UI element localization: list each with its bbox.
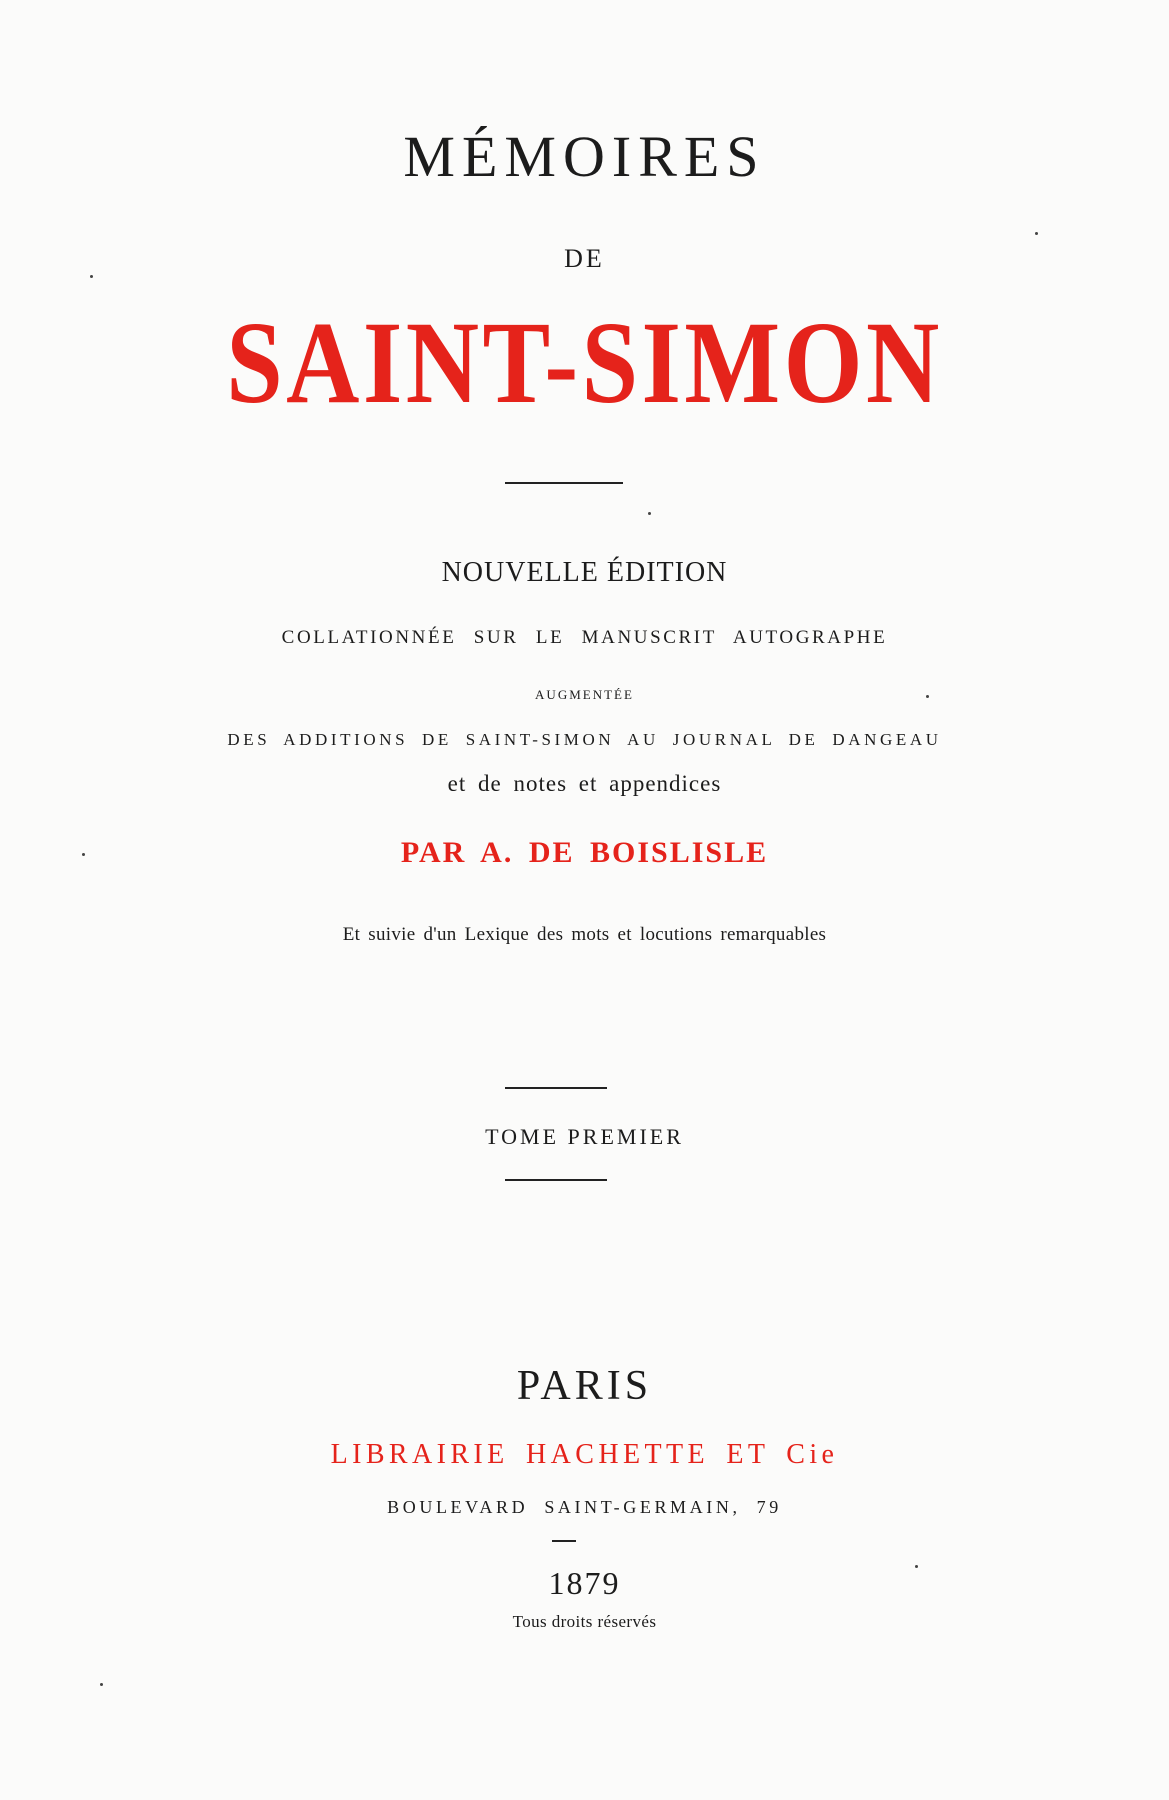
volume-label: TOME PREMIER [485,1124,684,1149]
paper-speck [915,1565,918,1568]
book-title: MÉMOIRES [403,124,766,189]
author-name: SAINT-SIMON [226,297,943,428]
paper-speck [100,1683,103,1686]
lexicon-line: Et suivie d'un Lexique des mots et locutions remarquables [342,924,827,945]
editor-credit: PAR A. DE BOISLISLE [400,836,769,869]
imprint-city: PARIS [516,1363,653,1409]
imprint-year: 1879 [548,1565,621,1601]
paper-speck [90,275,93,278]
paper-speck [1035,232,1038,235]
paper-speck [82,853,85,856]
augmented-label: AUGMENTÉE [535,687,634,702]
imprint-publisher: LIBRAIRIE HACHETTE ET Cie [330,1439,839,1470]
paper-speck [648,512,651,515]
divider-rule [505,1179,607,1181]
divider-rule [505,482,623,484]
collation-line: COLLATIONNÉE SUR LE MANUSCRIT AUTOGRAPHE [281,627,888,648]
title-preposition: DE [564,244,605,273]
rights-notice: Tous droits réservés [512,1612,657,1631]
imprint-address: BOULEVARD SAINT-GERMAIN, 79 [387,1497,782,1517]
additions-line: DES ADDITIONS DE SAINT-SIMON AU JOURNAL DE DANGEAU [227,730,942,749]
paper-speck [926,695,929,698]
edition-label: NOUVELLE ÉDITION [441,557,728,588]
divider-rule [505,1087,607,1089]
notes-line: et de notes et appendices [447,771,722,796]
divider-rule [552,1540,576,1542]
